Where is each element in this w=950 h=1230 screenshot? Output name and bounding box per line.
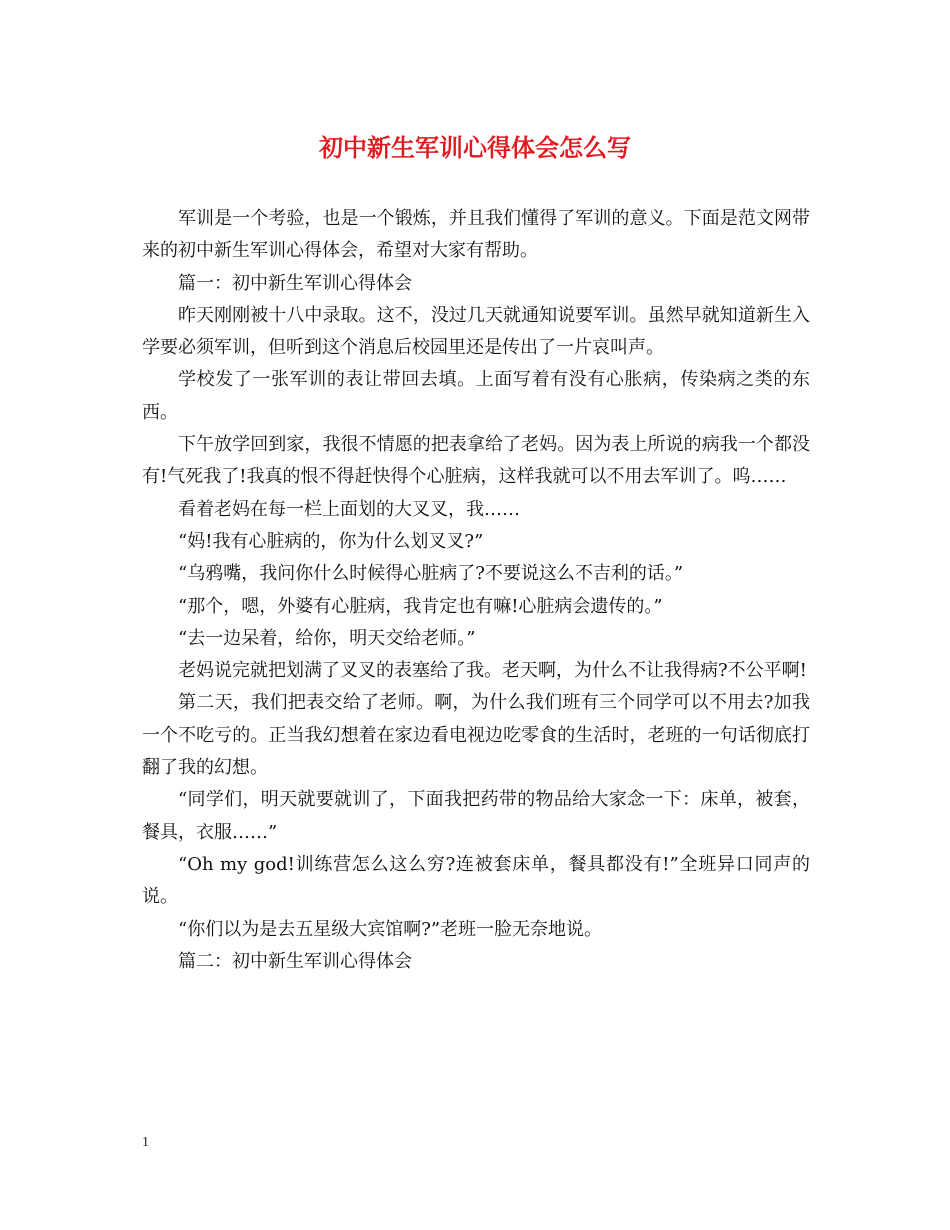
paragraph: 第二天，我们把表交给了老师。啊，为什么我们班有三个同学可以不用去?加我一个不吃亏的。正当我幻想着在家边看电视边吃零食的生活时，老班的一句话彻底打翻了我的幻想。 [142, 692, 810, 779]
paragraph: 学校发了一张军训的表让带回去填。上面写着有没有心胀病，传染病之类的东西。 [142, 369, 810, 423]
page-number: 1 [142, 1135, 149, 1150]
section-heading-2: 篇二：初中新生军训心得体会 [178, 950, 412, 972]
paragraph: 看着老妈在每一栏上面划的大叉叉，我…… [178, 498, 520, 520]
dialogue-line: “你们以为是去五星级大宾馆啊?”老班一脸无奈地说。 [178, 918, 603, 940]
section-heading-1: 篇一：初中新生军训心得体会 [178, 272, 412, 294]
dialogue-line: “同学们，明天就要就训了，下面我把药带的物品给大家念一下：床单，被套，餐具，衣服……” [142, 789, 810, 843]
dialogue-line: “乌鸦嘴，我问你什么时候得心脏病了?不要说这么不吉利的话。” [178, 563, 684, 585]
paragraph: 下午放学回到家，我很不情愿的把表拿给了老妈。因为表上所说的病我一个都没有!气死我了!我真的恨不得赶快得个心脏病，这样我就可以不用去军训了。呜…… [142, 434, 810, 488]
dialogue-line: “妈!我有心脏病的，你为什么划叉叉?” [178, 530, 484, 552]
paragraph: 老妈说完就把划满了叉叉的表塞给了我。老天啊，为什么不让我得病?不公平啊! [178, 660, 807, 682]
dialogue-line: “Oh my god!训练营怎么这么穷?连被套床单，餐具都没有!”全班异口同声的说。 [142, 853, 810, 908]
dialogue-line: “那个，嗯，外婆有心脏病，我肯定也有嘛!心脏病会遗传的。” [178, 595, 663, 617]
document-body [142, 203, 810, 978]
paragraph: 昨天刚刚被十八中录取。这不，没过几天就通知说要军训。虽然早就知道新生入学要必须军训，但听到这个消息后校园里还是传出了一片哀叫声。 [142, 304, 810, 359]
paragraph-intro: 军训是一个考验，也是一个锻炼，并且我们懂得了军训的意义。下面是范文网带来的初中新生军训心得体会，希望对大家有帮助。 [142, 208, 810, 262]
document-title: 初中新生军训心得体会怎么写 [319, 133, 631, 162]
dialogue-line: “去一边呆着，给你，明天交给老师。” [178, 627, 476, 649]
